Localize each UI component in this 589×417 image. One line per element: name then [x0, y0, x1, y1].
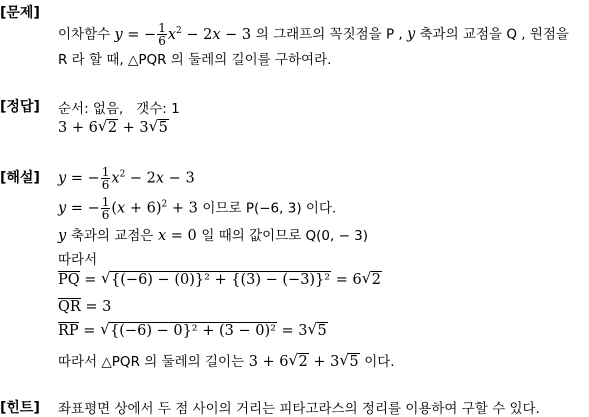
solution-line-3: y 축과의 교점은 x = 0 일 때의 값이므로 Q(0, − 3): [58, 228, 369, 244]
answer-value: 3 + 6 √ 2 + 3 √ 5: [58, 117, 168, 136]
problem-label: [문제]: [0, 5, 40, 21]
solution-line-2: y = − $\frac{1}{6}$ $(x + 6)^2 + 3$ 이므로 P(−6, 3) 이다.: [58, 195, 337, 222]
solution-rp: RP = √ {(−6) − 0}² + (3 − 0)² = 3 √ 5: [58, 320, 327, 339]
solution-qr: QR = 3: [58, 299, 112, 315]
solution-vertex-text: 이므로 P(−6, 3) 이다.: [202, 200, 337, 217]
solution-line-1: y = − $\frac{1}{6}$ $x^2 - 2x - 3$: [58, 165, 195, 192]
problem-text-b: 의 그래프의 꼭짓점을 P ,: [255, 26, 403, 43]
answer-order: 순서: 없음,: [58, 101, 124, 117]
hint-label: [힌트]: [0, 400, 40, 416]
answer-count: 갯수: 1: [136, 101, 180, 117]
hint-text: 좌표평면 상에서 두 점 사이의 거리는 피타고라스의 정리를 이용하여 구할 수 있다.: [58, 401, 540, 417]
problem-equation: y = − $\frac{1}{6}$ $x^2 - 2x - 3$: [114, 21, 256, 48]
problem-line-1: 이차함수 y = − $\frac{1}{6}$ $x^2 - 2x - 3$ 의 그래프의 꼭짓점을 P , y 축과의 교점을 Q , 원점을: [58, 21, 569, 48]
problem-line-2: R 라 할 때, △PQR 의 둘레의 길이를 구하여라.: [58, 52, 332, 68]
problem-text-c: 축과의 교점을 Q , 원점을: [419, 26, 569, 43]
answer-label: [정답]: [0, 99, 40, 115]
solution-final: 따라서 △PQR 의 둘레의 길이는 3 + 6 √ 2 + 3 √ 5 이다.: [58, 351, 395, 370]
solution-line-4: 따라서: [58, 252, 98, 268]
answer-meta: [58, 97, 180, 117]
solution-pq: PQ = √ {(−6) − (0)}² + {(3) − (−3)}² = 6 √ 2: [58, 269, 381, 288]
solution-label: [해설]: [0, 170, 40, 186]
problem-text-a: 이차함수: [58, 26, 111, 43]
